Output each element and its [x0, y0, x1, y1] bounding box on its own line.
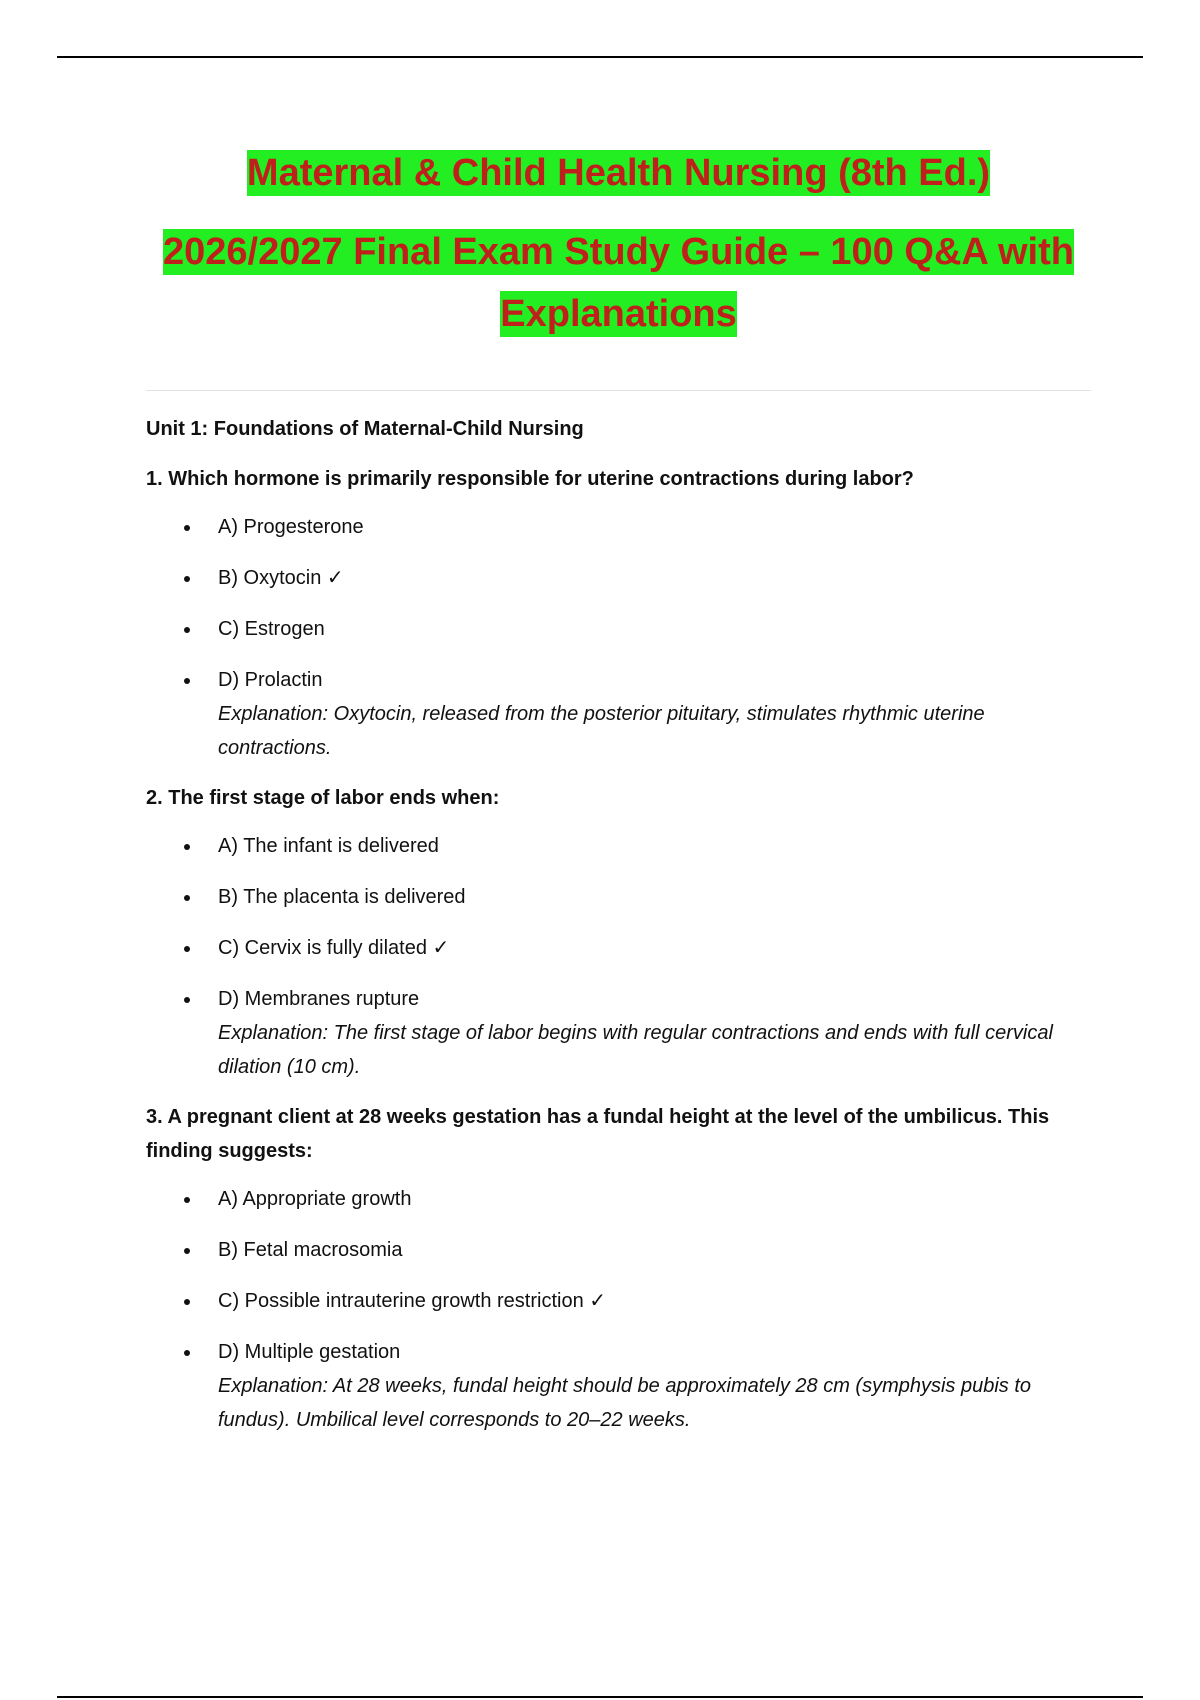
- question-2-option-c: [146, 931, 1091, 965]
- question-3-option-a: [146, 1182, 1091, 1216]
- document-title: [146, 142, 1091, 345]
- bullet-icon: [184, 1299, 190, 1305]
- bullet-icon: [184, 525, 190, 531]
- option-text: C) Possible intrauterine growth restriction ✓: [218, 1290, 607, 1312]
- question-3-option-b: [146, 1233, 1091, 1267]
- bullet-icon: [184, 997, 190, 1003]
- question-1: 1. Which hormone is primarily responsible for uterine contractions during labor?: [146, 468, 914, 490]
- question-2-option-a: [146, 829, 1091, 863]
- question-1-explanation: Explanation: Oxytocin, released from the posterior pituitary, stimulates rhythmic uterine contractions.: [218, 703, 985, 759]
- option-text: C) Cervix is fully dilated ✓: [218, 937, 450, 959]
- option-text: A) The infant is delivered: [218, 835, 439, 857]
- question-3-option-d: [146, 1335, 1091, 1437]
- question-1-option-a: [146, 510, 1091, 544]
- option-text: C) Estrogen: [218, 618, 325, 640]
- bullet-icon: [184, 1248, 190, 1254]
- question-1-options: [146, 510, 1091, 765]
- title-line-1: Maternal & Child Health Nursing (8th Ed.): [246, 152, 991, 194]
- option-text: D) Membranes rupture: [218, 988, 420, 1010]
- option-text: D) Multiple gestation: [218, 1341, 401, 1363]
- unit-heading: Unit 1: Foundations of Maternal-Child Nursing: [146, 418, 584, 440]
- bullet-icon: [184, 1350, 190, 1356]
- title-line-3: Explanations: [500, 293, 737, 335]
- page-top-rule: [57, 56, 1143, 58]
- question-2-option-b: [146, 880, 1091, 914]
- question-3-option-c: [146, 1284, 1091, 1318]
- bullet-icon: [184, 1197, 190, 1203]
- bullet-icon: [184, 576, 190, 582]
- option-text: A) Appropriate growth: [218, 1188, 412, 1210]
- option-text: B) Fetal macrosomia: [218, 1239, 403, 1261]
- question-2-option-d: [146, 982, 1091, 1084]
- question-3-explanation: Explanation: At 28 weeks, fundal height should be approximately 28 cm (symphysis pubis to fundus). Umbilical level corresponds to 20–22 weeks.: [218, 1375, 1032, 1431]
- question-1-option-c: [146, 612, 1091, 646]
- option-text: D) Prolactin: [218, 669, 323, 691]
- bullet-icon: [184, 678, 190, 684]
- bullet-icon: [184, 844, 190, 850]
- question-1-option-b: [146, 561, 1091, 595]
- question-3-options: [146, 1182, 1091, 1437]
- bullet-icon: [184, 627, 190, 633]
- bullet-icon: [184, 946, 190, 952]
- title-separator: [146, 390, 1091, 391]
- option-text: B) Oxytocin ✓: [218, 567, 344, 589]
- question-1-option-d: [146, 663, 1091, 765]
- question-2-explanation: Explanation: The first stage of labor begins with regular contractions and ends with full cervical dilation (10 cm).: [218, 1022, 1053, 1078]
- question-2: 2. The first stage of labor ends when:: [146, 787, 500, 809]
- bullet-icon: [184, 895, 190, 901]
- questions-section: [146, 412, 1091, 1453]
- page-bottom-rule: [57, 1696, 1143, 1698]
- option-text: A) Progesterone: [218, 516, 364, 538]
- title-line-2: 2026/2027 Final Exam Study Guide – 100 Q&A with: [163, 231, 1074, 273]
- question-2-options: [146, 829, 1091, 1084]
- question-3: 3. A pregnant client at 28 weeks gestation has a fundal height at the level of the umbilicus. This finding suggests:: [146, 1106, 1050, 1162]
- option-text: B) The placenta is delivered: [218, 886, 466, 908]
